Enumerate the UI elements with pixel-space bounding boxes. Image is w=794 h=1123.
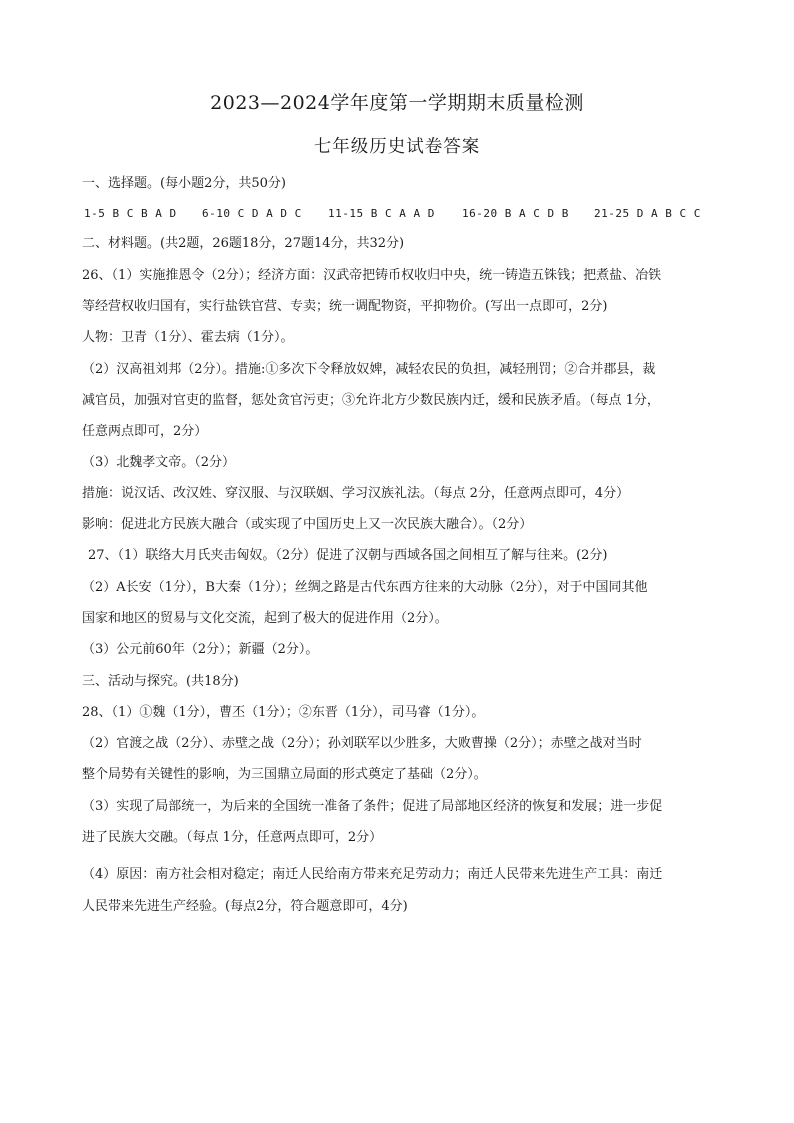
q28-part2-line1: （2）官渡之战（2分）、赤壁之战（2分）；孙刘联军以少胜多，大败曹操（2分）；赤壁之战对当时 <box>82 736 642 751</box>
section-heading-activity: 三、活动与探究。(共18分) <box>82 674 239 689</box>
q26-part1-line2: 等经营权收归国有，实行盐铁官营、专卖；统一调配物资，平抑物价。(写出一点即可，2分) <box>82 299 608 314</box>
q27-part3-line1: （3）公元前60年（2分）；新疆（2分）。 <box>82 642 319 657</box>
q28-part4-line1: （4）原因：南方社会相对稳定；南迁人民给南方带来充足劳动力；南迁人民带来先进生产工具：南迁 <box>82 867 663 882</box>
section-heading-material: 二、材料题。(共2题，26题18分，27题14分，共32分) <box>82 236 405 251</box>
choice-answers-1-5: 1-5 B C B A D <box>84 207 177 220</box>
section-heading-choice: 一、选择题。(每小题2分，共50分) <box>82 176 286 191</box>
q26-part1-line3: 人物：卫青（1分）、霍去病（1分）。 <box>82 330 294 345</box>
q28-part3-line2: 进了民族大交融。（每点 1分，任意两点即可，2分） <box>82 830 383 845</box>
q26-part1-line1: 26、（1）实施推恩令（2分）；经济方面：汉武帝把铸币权收归中央，统一铸造五铢钱；把煮盐、冶铁 <box>82 268 662 283</box>
exam-subtitle: 七年级历史试卷答案 <box>313 137 481 157</box>
q27-part2-line2: 国家和地区的贸易与文化交流，起到了极大的促进作用（2分）。 <box>82 611 448 626</box>
q26-part2-line1: （2）汉高祖刘邦（2分）。措施:①多次下令释放奴婢，减轻农民的负担，减轻刑罚；②合并郡县，裁 <box>82 362 656 377</box>
q27-part1-line1: 27、（1）联络大月氏夹击匈奴。（2分）促进了汉朝与西域各国之间相互了解与往来。(2分) <box>88 548 608 563</box>
q26-part2-line2: 减官员，加强对官吏的监督，惩处贪官污吏；③允许北方少数民族内迁，缓和民族矛盾。（每点 1分， <box>82 393 660 408</box>
q26-part2-line3: 任意两点即可，2分） <box>82 424 208 439</box>
choice-answers-16-20: 16-20 B A C D B <box>462 207 569 220</box>
choice-answers-11-15: 11-15 B C A A D <box>328 207 435 220</box>
exam-title: 2023—2024学年度第一学期期末质量检测 <box>210 92 584 114</box>
choice-answers-21-25: 21-25 D A B C C <box>594 207 701 220</box>
q28-part4-line2: 人民带来先进生产经验。(每点2分，符合题意即可，4分) <box>82 899 408 914</box>
q28-part2-line2: 整个局势有关键性的影响，为三国鼎立局面的形式奠定了基础（2分）。 <box>82 767 487 782</box>
q28-part1-line1: 28、（1）①魏（1分），曹丕（1分）；②东晋（1分），司马睿（1分）。 <box>82 705 485 720</box>
choice-answers-6-10: 6-10 C D A D C <box>202 207 302 220</box>
q26-part3-line1: （3）北魏孝文帝。（2分） <box>82 455 236 470</box>
q26-part3-line3: 影响：促进北方民族大融合（或实现了中国历史上又一次民族大融合）。（2分） <box>82 517 533 532</box>
q28-part3-line1: （3）实现了局部统一，为后来的全国统一准备了条件；促进了局部地区经济的恢复和发展；进一步促 <box>82 799 663 814</box>
q27-part2-line1: （2）A长安（1分），B大秦（1分）；丝绸之路是古代东西方往来的大动脉（2分），对于中国同其他 <box>82 580 648 595</box>
q26-part3-line2: 措施：说汉话、改汉姓、穿汉服、与汉联姻、学习汉族礼法。（每点 2分，任意两点即可，4分） <box>82 486 630 501</box>
